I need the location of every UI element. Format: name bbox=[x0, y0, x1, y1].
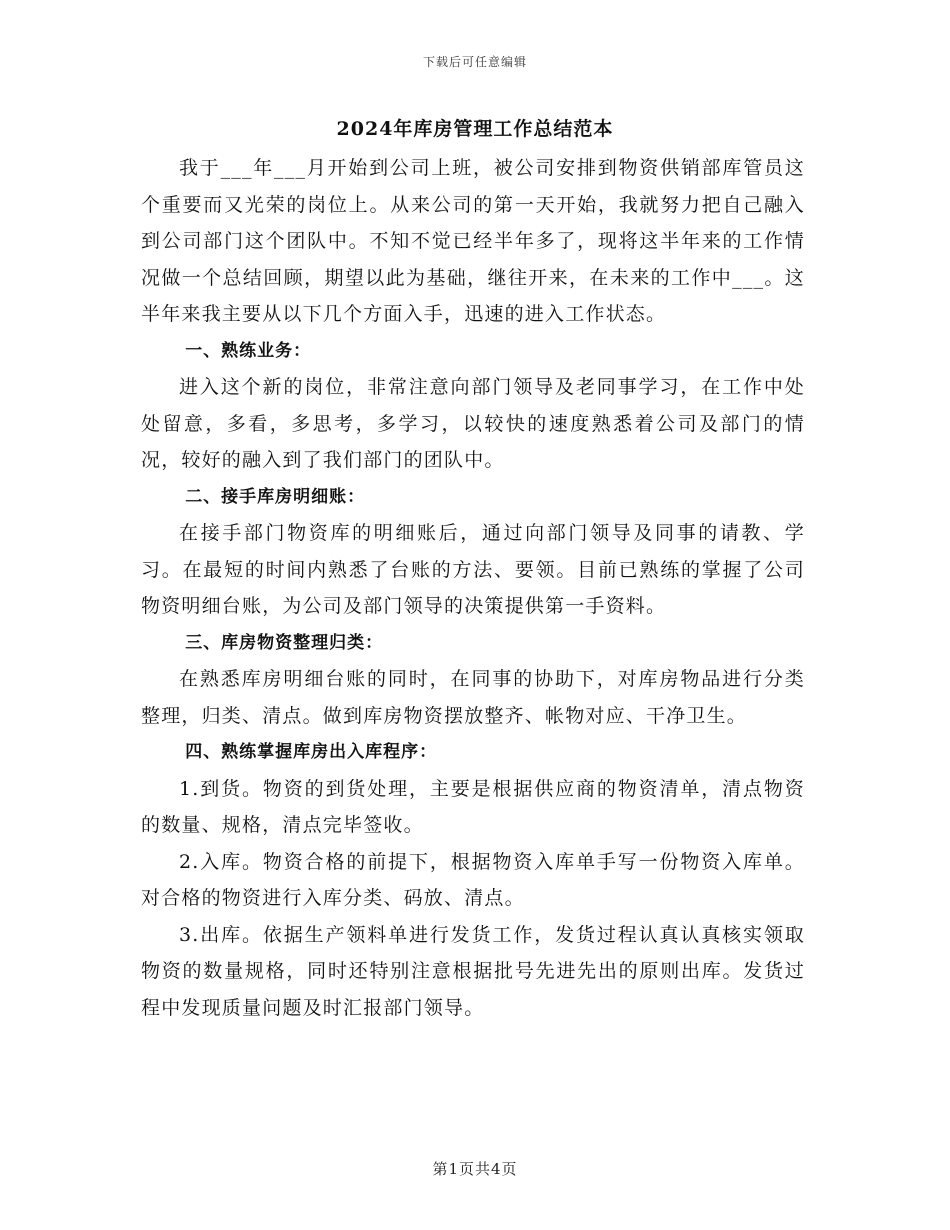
section-2-paragraph-1: 在接手部门物资库的明细账后，通过向部门领导及同事的请教、学习。在最短的时间内熟悉了台账的方法、要领。目前已熟练的掌握了公司物资明细台账，为公司及部门领导的决策提供第一手资料。 bbox=[141, 522, 805, 617]
document-body bbox=[141, 150, 805, 1026]
document-title: 2024年库房管理工作总结范本 bbox=[336, 118, 614, 140]
section-1-paragraph-1: 进入这个新的岗位，非常注意向部门领导及老同事学习，在工作中处处留意，多看，多思考，多学习，以较快的速度熟悉着公司及部门的情况，较好的融入到了我们部门的团队中。 bbox=[141, 376, 805, 471]
section-4-paragraph-1: 1.到货。物资的到货处理，主要是根据供应商的物资清单，清点物资的数量、规格，清点完毕签收。 bbox=[141, 777, 805, 836]
section-4-paragraph-2: 2.入库。物资合格的前提下，根据物资入库单手写一份物资入库单。对合格的物资进行入库分类、码放、清点。 bbox=[141, 850, 805, 909]
section-heading-4: 四、熟练掌握库房出入库程序： bbox=[185, 742, 438, 762]
intro-paragraph: 我于___年___月开始到公司上班，被公司安排到物资供销部库管员这个重要而又光荣的岗位上。从来公司的第一天开始，我就努力把自己融入到公司部门这个团队中。不知不觉已经半年多了，现将这半年来的工作情况做一个总结回顾，期望以此为基础，继往开来，在未来的工作中___。这半年来我主要从以下几个方面入手，迅速的进入工作状态。 bbox=[141, 157, 805, 325]
section-3-paragraph-1: 在熟悉库房明细台账的同时，在同事的协助下，对库房物品进行分类整理，归类、清点。做到库房物资摆放整齐、帐物对应、干净卫生。 bbox=[141, 668, 805, 727]
section-heading-3: 三、库房物资整理归类： bbox=[185, 632, 384, 653]
section-heading-2: 二、接手库房明细账： bbox=[185, 486, 366, 507]
section-heading-1: 一、熟练业务： bbox=[185, 340, 312, 361]
page-header-note: 下载后可任意编辑 bbox=[422, 55, 527, 69]
page-number-footer: 第1页共4页 bbox=[432, 1160, 518, 1178]
section-4-paragraph-3: 3.出库。依据生产领料单进行发货工作，发货过程认真认真核实领取物资的数量规格，同时还特别注意根据批号先进先出的原则出库。发货过程中发现质量问题及时汇报部门领导。 bbox=[141, 923, 805, 1019]
